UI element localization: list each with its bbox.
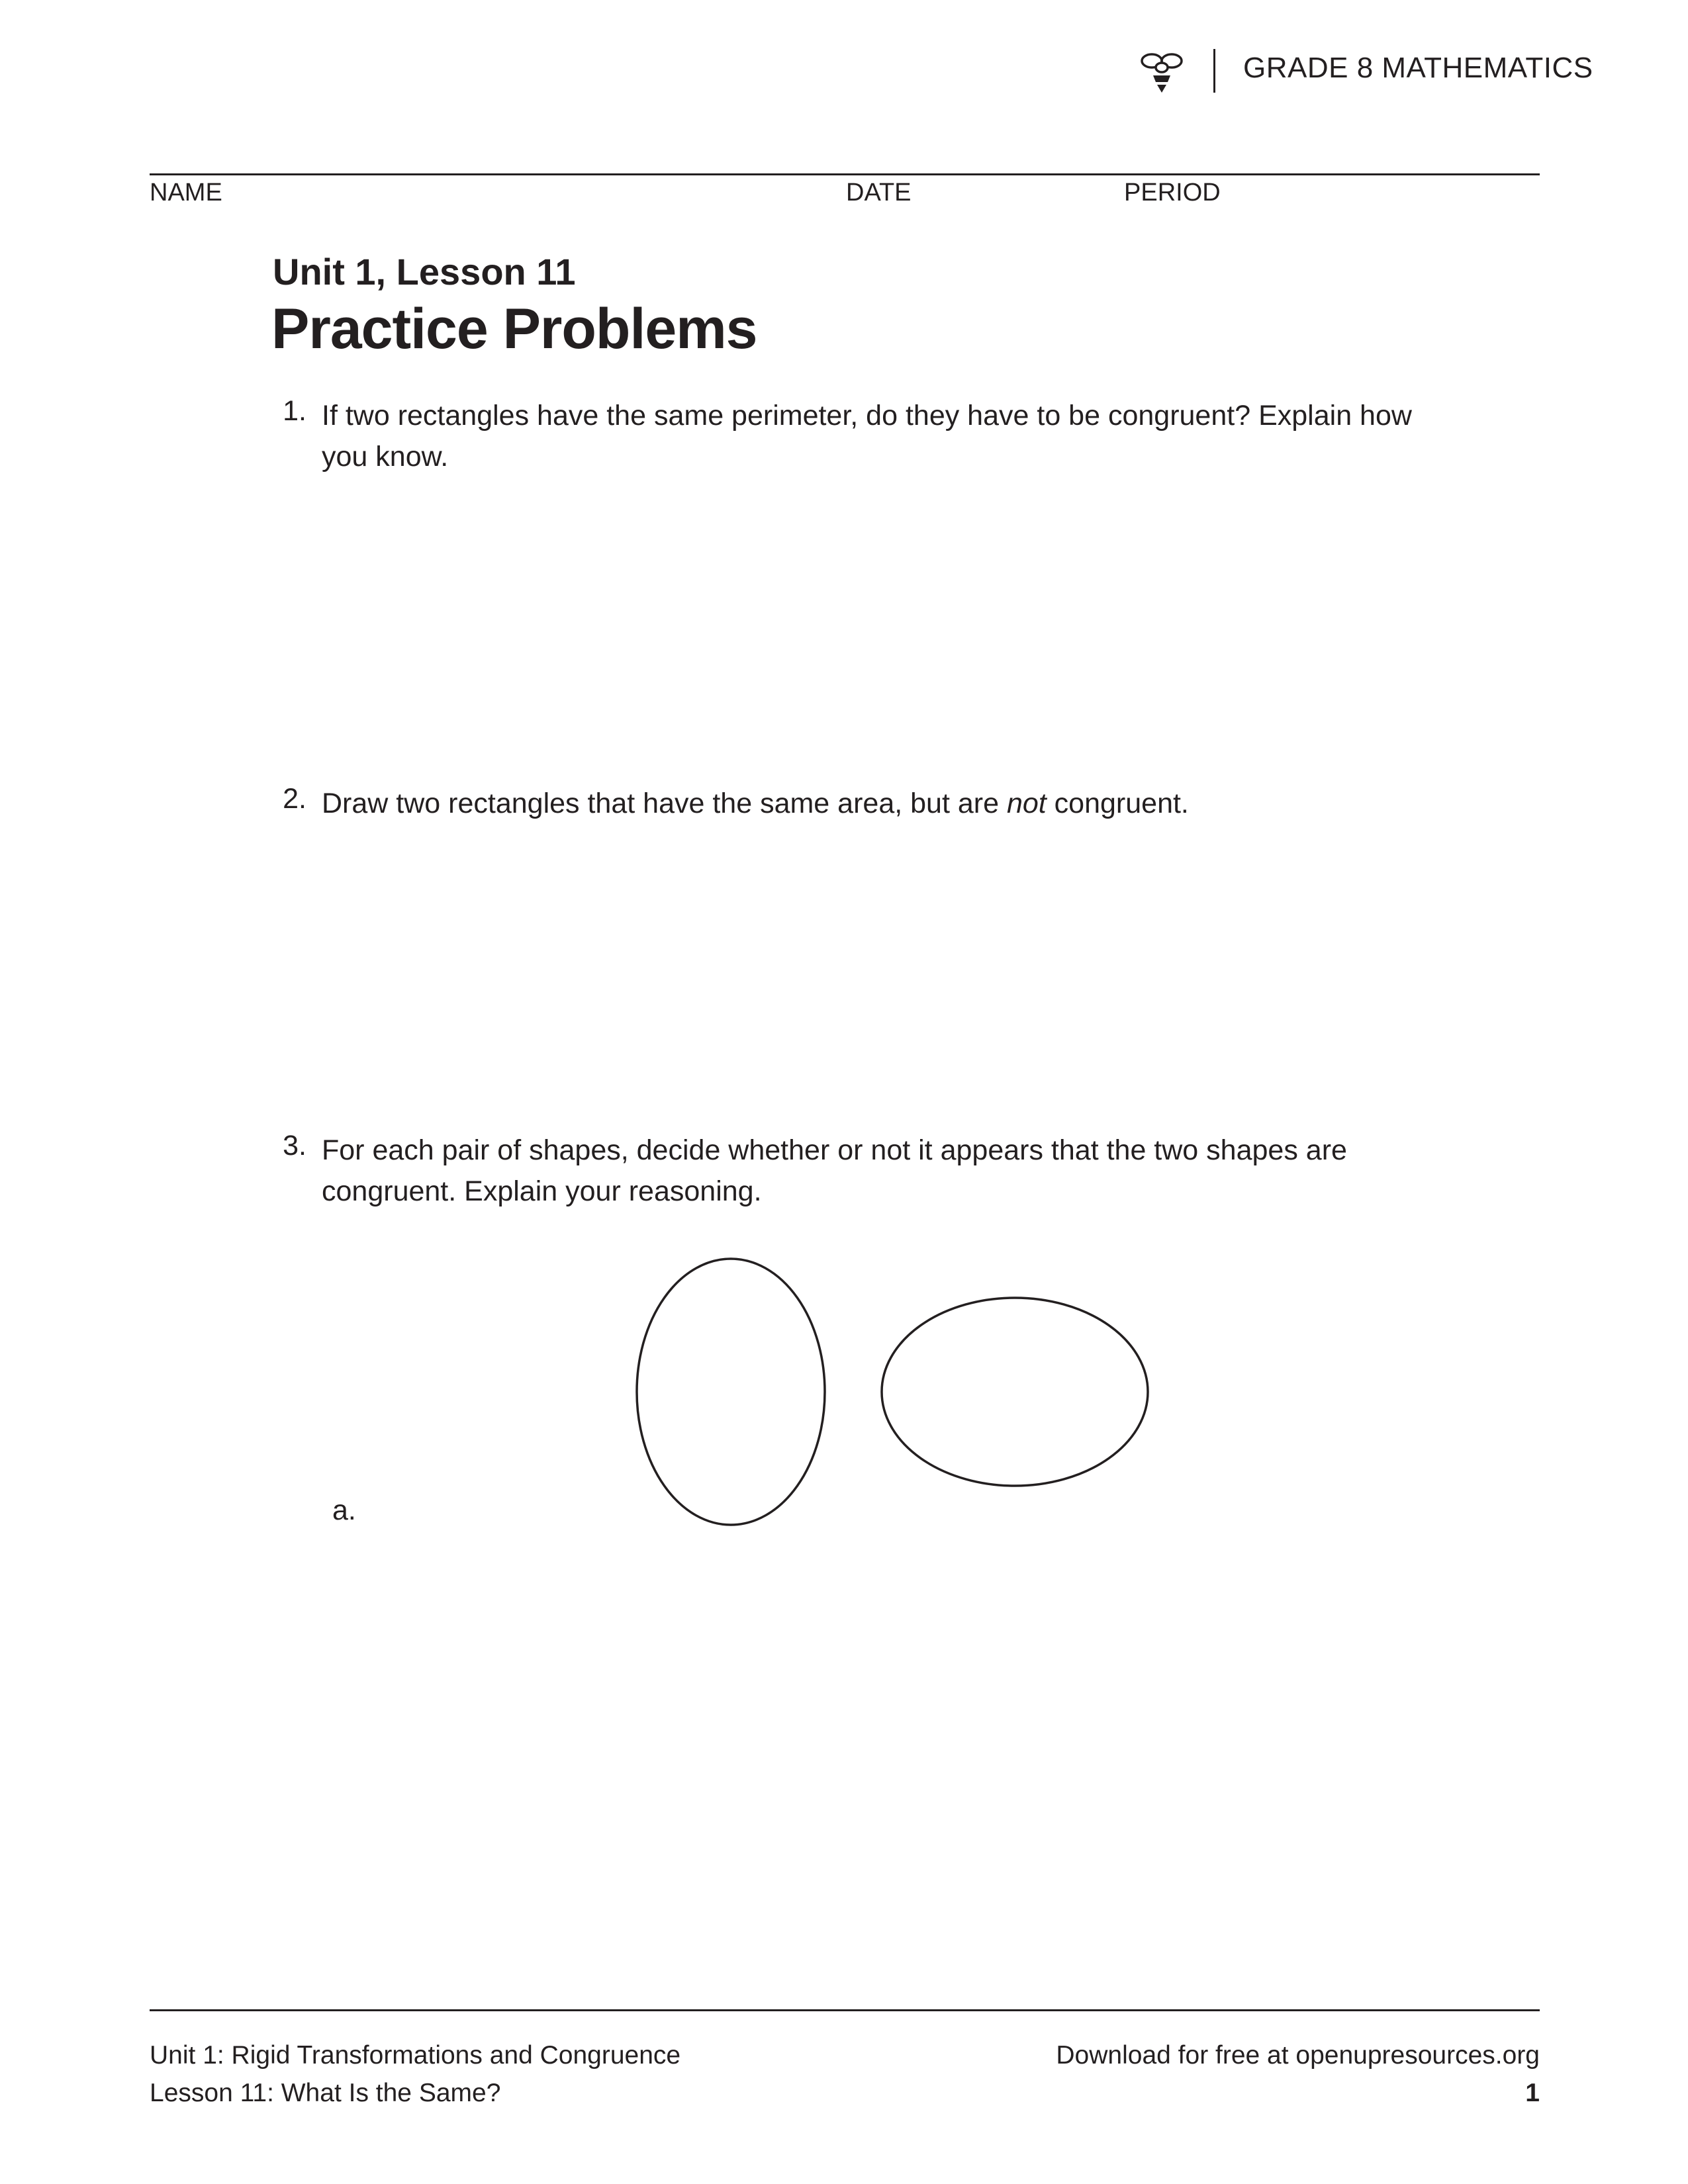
problem-number: 3. (283, 1130, 306, 1161)
problem-2-text (322, 783, 1513, 824)
problem-1-text (322, 395, 1513, 477)
problem-1-line-1: If two rectangles have the same perimeter, do they have to be congruent? Explain how (322, 400, 1412, 432)
problem-2-text-after: congruent. (1046, 788, 1189, 819)
page-number: 1 (1525, 2079, 1540, 2107)
problem-3-text (322, 1130, 1513, 1212)
footer-rule (150, 2009, 1540, 2011)
problem-number: 1. (283, 395, 306, 427)
problem-2-emphasis: not (1006, 788, 1047, 819)
shape-pair-a (629, 1251, 1158, 1535)
problem-1-line-2: you know. (322, 441, 449, 473)
top-rule (150, 173, 1540, 175)
header-divider (1213, 49, 1215, 93)
part-a-label: a. (332, 1494, 356, 1526)
horizontal-ellipse (882, 1298, 1148, 1486)
footer-unit: Unit 1: Rigid Transformations and Congruence (150, 2041, 681, 2070)
name-label: NAME (150, 179, 222, 206)
problem-3-line-2: congruent. Explain your reasoning. (322, 1175, 762, 1207)
footer-download: Download for free at openupresources.org (1056, 2041, 1540, 2070)
lesson-subtitle: Unit 1, Lesson 11 (273, 251, 576, 293)
vertical-ellipse (637, 1259, 825, 1525)
grade-label: GRADE 8 MATHEMATICS (1243, 52, 1593, 84)
problem-number: 2. (283, 783, 306, 815)
period-label: PERIOD (1124, 179, 1221, 206)
date-label: DATE (846, 179, 912, 206)
footer-lesson: Lesson 11: What Is the Same? (150, 2079, 501, 2107)
page-title: Practice Problems (271, 297, 757, 361)
problem-2-text-before: Draw two rectangles that have the same area, but are (322, 788, 1007, 819)
bee-icon (1140, 48, 1184, 94)
problem-3-line-1: For each pair of shapes, decide whether or not it appears that the two shapes are (322, 1134, 1347, 1166)
